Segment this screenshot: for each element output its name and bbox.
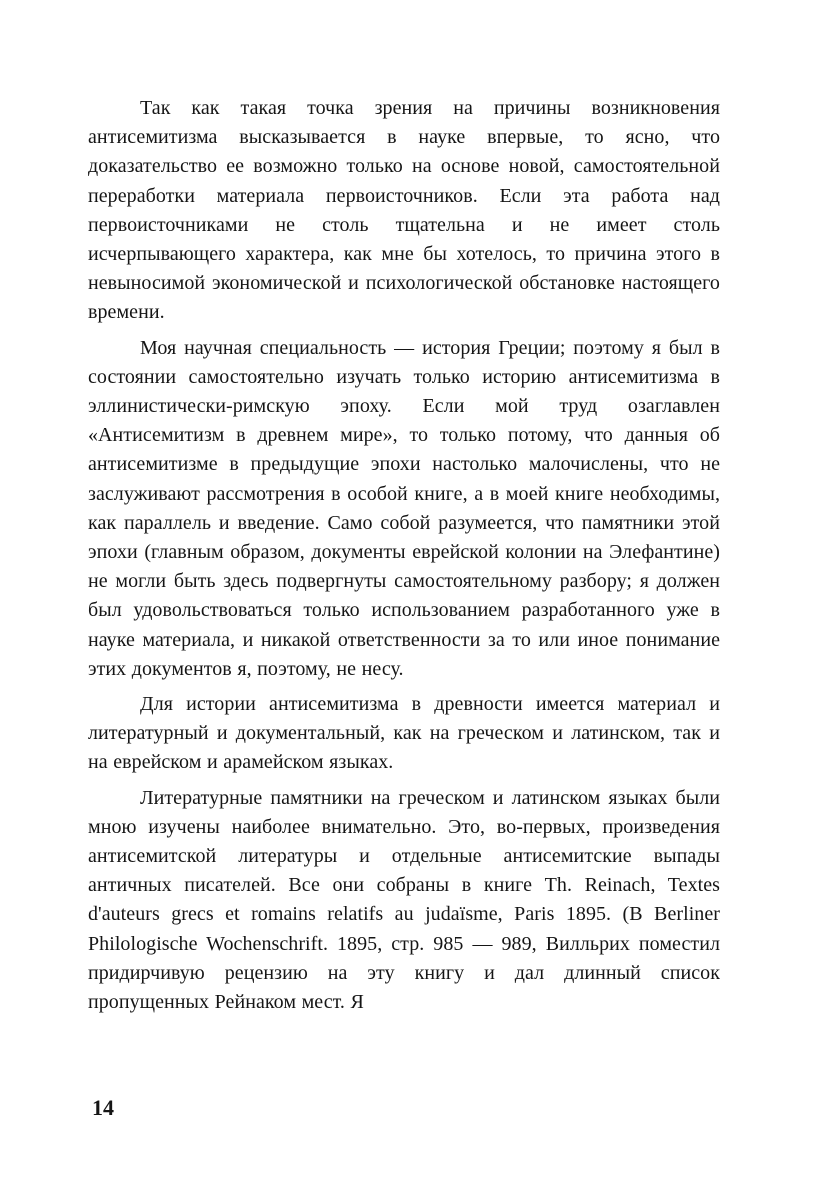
paragraph-4: Литературные памятники на греческом и латинском языках были мною изучены наиболее внимательно. Это, во-первых, произведения антисемитской литературы и отдельные антисемитские выпады античных писателей. Все они собраны в книге Th. Reinach, Textes d'auteurs grecs et romains relatifs au judaïsme, Paris 1895. (В Berliner Philologische Wochenschrift. 1895, стр. 985 — 989, Вилльрих поместил придирчивую рецензию на эту книгу и дал длинный список пропущенных Рейнаком мест. Я (88, 786, 720, 1014)
paragraph-1: Так как такая точка зрения на причины возникновения антисемитизма высказывается в науке впервые, то ясно, что доказательство ее возможно только на основе новой, самостоятельной переработки материала первоисточников. Если эта работа над первоисточниками не столь тщательна и не имеет столь исчерпывающего характера, как мне бы хотелось, то причина этого в невыносимой экономической и психологической обстановке настоящего времени. (88, 97, 720, 324)
page-number: 14 (92, 1095, 114, 1120)
paragraph-2: Моя научная специальность — история Греции; поэтому я был в состоянии самостоятельно изучать только историю антисемитизма в эллинистически-римскую эпоху. Если мой труд озаглавлен «Антисемитизм в древнем мире», то только потому, что данныя об антисемитизме в предыдущие эпохи настолько малочислены, что не заслуживают рассмотрения в особой книге, а в моей книге необходимы, как параллель и введение. Само собой разумеется, что памятники этой эпохи (главным образом, документы еврейской колонии на Элефантине) не могли быть здесь подвергнуты самостоятельному разбору; я должен был удовольствоваться только использованием разработанного уже в науке материала, и никакой ответственности за то или иное понимание этих документов я, поэтому, не несу. (88, 336, 720, 680)
paragraph-3: Для истории антисемитизма в древности имеется материал и литературный и документальный, как на греческом и латинском, так и на еврейском и арамейском языках. (88, 693, 720, 774)
body-text (88, 94, 720, 1023)
